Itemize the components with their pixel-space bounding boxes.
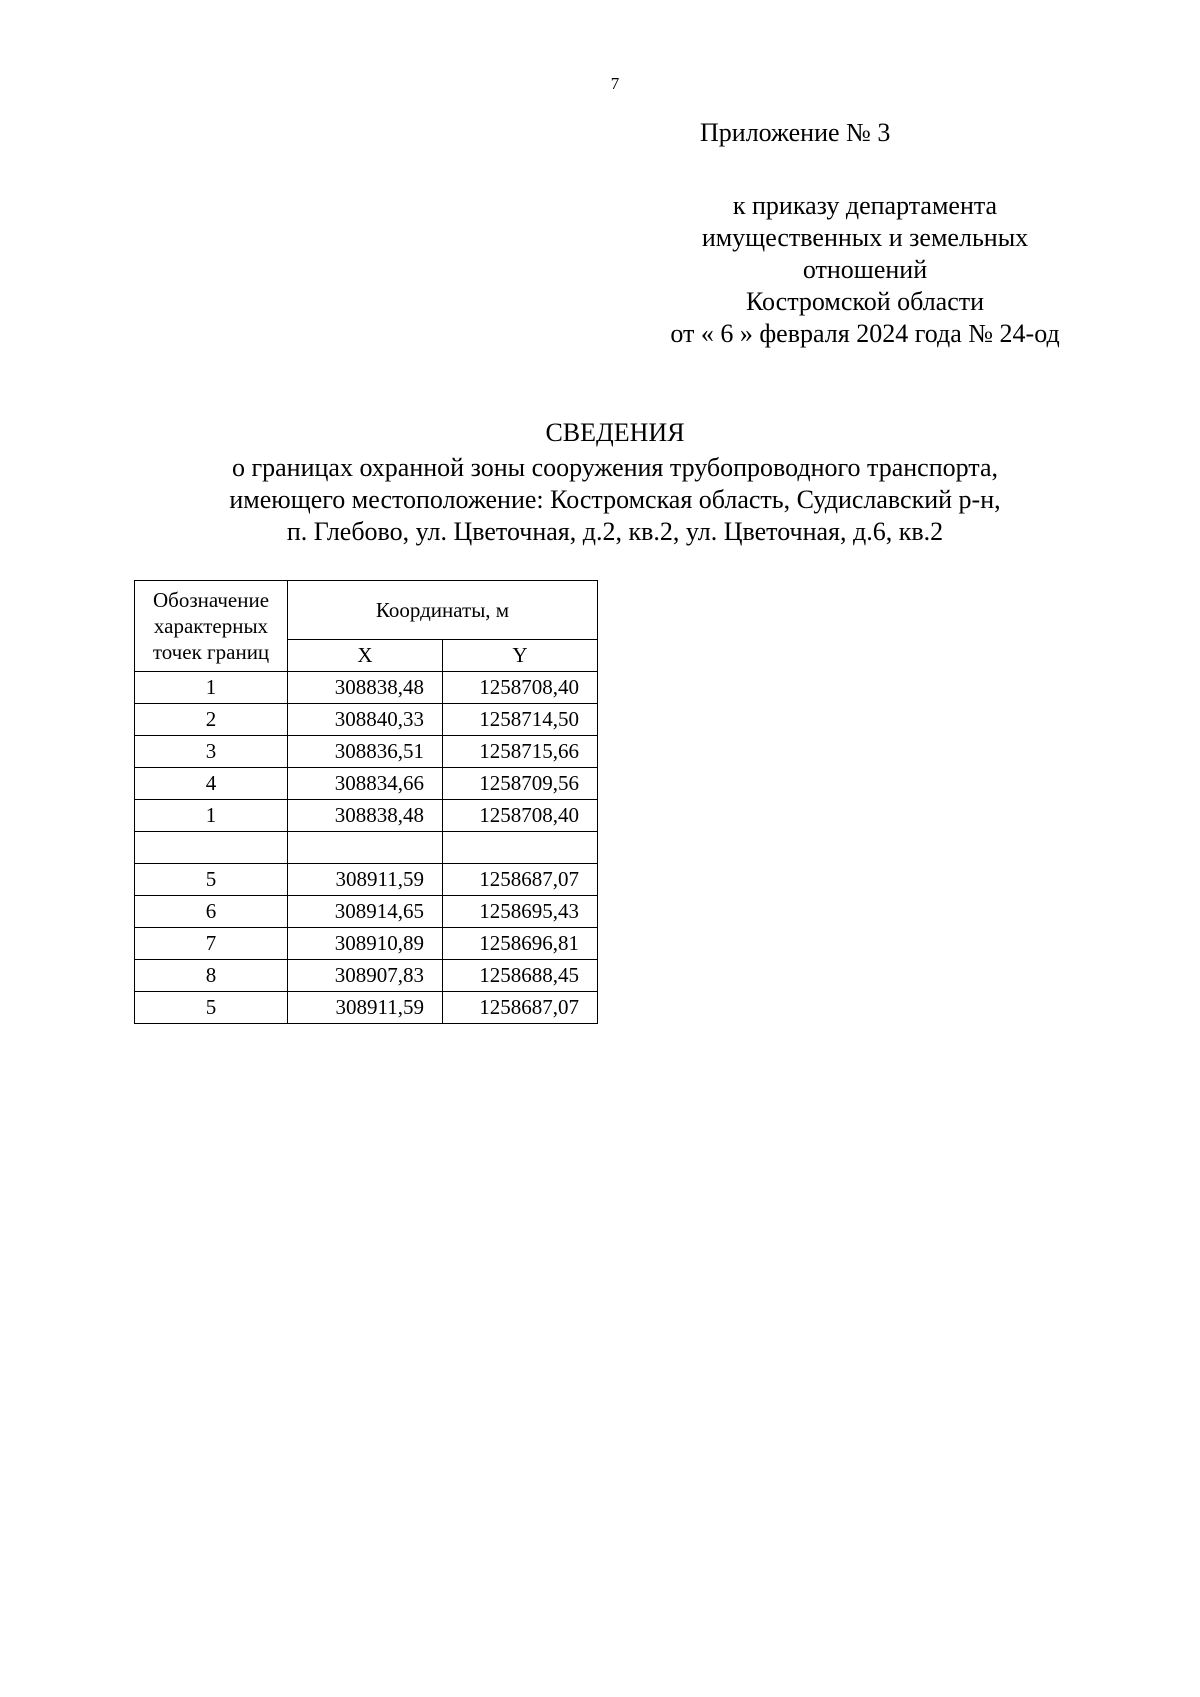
header-x: X bbox=[288, 640, 443, 672]
subtitle-line: о границах охранной зоны сооружения трубопроводного транспорта, bbox=[231, 453, 999, 482]
cell-point: 7 bbox=[135, 928, 288, 960]
order-reference bbox=[620, 190, 1110, 350]
table-row bbox=[135, 768, 598, 800]
cell-x: 308836,51 bbox=[288, 736, 443, 768]
table-row bbox=[135, 992, 598, 1024]
header-y: Y bbox=[443, 640, 598, 672]
cell-x: 308834,66 bbox=[288, 768, 443, 800]
cell-y: 1258687,07 bbox=[443, 864, 598, 896]
cell-x: 308838,48 bbox=[288, 672, 443, 704]
header-point-designation bbox=[135, 581, 288, 672]
table-row bbox=[135, 672, 598, 704]
cell-point: 5 bbox=[135, 992, 288, 1024]
cell-point: 5 bbox=[135, 864, 288, 896]
cell-y bbox=[443, 832, 598, 864]
cell-x: 308914,65 bbox=[288, 896, 443, 928]
page-number: 7 bbox=[610, 74, 620, 93]
table-row bbox=[135, 896, 598, 928]
cell-x: 308910,89 bbox=[288, 928, 443, 960]
cell-point: 3 bbox=[135, 736, 288, 768]
cell-y: 1258709,56 bbox=[443, 768, 598, 800]
cell-point: 8 bbox=[135, 960, 288, 992]
coordinates-table bbox=[134, 580, 598, 1024]
cell-point: 4 bbox=[135, 768, 288, 800]
order-line: к приказу департамента bbox=[732, 191, 998, 220]
cell-y: 1258696,81 bbox=[443, 928, 598, 960]
cell-y: 1258687,07 bbox=[443, 992, 598, 1024]
header-point-line: характерных bbox=[153, 614, 269, 638]
document-title: СВЕДЕНИЯ bbox=[545, 418, 685, 447]
order-line: от « 6 » февраля 2024 года № 24-од bbox=[670, 319, 1060, 348]
cell-y: 1258695,43 bbox=[443, 896, 598, 928]
cell-y: 1258715,66 bbox=[443, 736, 598, 768]
header-point-line: точек границ bbox=[152, 640, 270, 664]
subtitle-line: п. Глебово, ул. Цветочная, д.2, кв.2, ул. Цветочная, д.6, кв.2 bbox=[286, 517, 944, 546]
cell-point: 6 bbox=[135, 896, 288, 928]
cell-y: 1258708,40 bbox=[443, 672, 598, 704]
cell-point bbox=[135, 832, 288, 864]
table-row bbox=[135, 800, 598, 832]
document-subtitle bbox=[100, 452, 1130, 548]
cell-x: 308911,59 bbox=[288, 992, 443, 1024]
cell-point: 1 bbox=[135, 672, 288, 704]
table-row bbox=[135, 864, 598, 896]
cell-x: 308911,59 bbox=[288, 864, 443, 896]
order-line: имущественных и земельных bbox=[701, 223, 1029, 252]
order-line: отношений bbox=[802, 255, 928, 284]
header-point-line: Обозначение bbox=[152, 588, 270, 612]
table-row bbox=[135, 928, 598, 960]
cell-point: 2 bbox=[135, 704, 288, 736]
cell-y: 1258688,45 bbox=[443, 960, 598, 992]
subtitle-line: имеющего местоположение: Костромская область, Судиславский р-н, bbox=[229, 485, 1001, 514]
cell-x: 308838,48 bbox=[288, 800, 443, 832]
table-row bbox=[135, 736, 598, 768]
cell-y: 1258714,50 bbox=[443, 704, 598, 736]
cell-x: 308907,83 bbox=[288, 960, 443, 992]
cell-point: 1 bbox=[135, 800, 288, 832]
cell-x: 308840,33 bbox=[288, 704, 443, 736]
appendix-title: Приложение № 3 bbox=[700, 118, 891, 147]
header-coordinates: Координаты, м bbox=[288, 581, 598, 640]
table-row bbox=[135, 960, 598, 992]
table-row bbox=[135, 832, 598, 864]
order-line: Костромской области bbox=[745, 287, 985, 316]
cell-y: 1258708,40 bbox=[443, 800, 598, 832]
table-row bbox=[135, 704, 598, 736]
table-header-row bbox=[135, 581, 598, 640]
cell-x bbox=[288, 832, 443, 864]
